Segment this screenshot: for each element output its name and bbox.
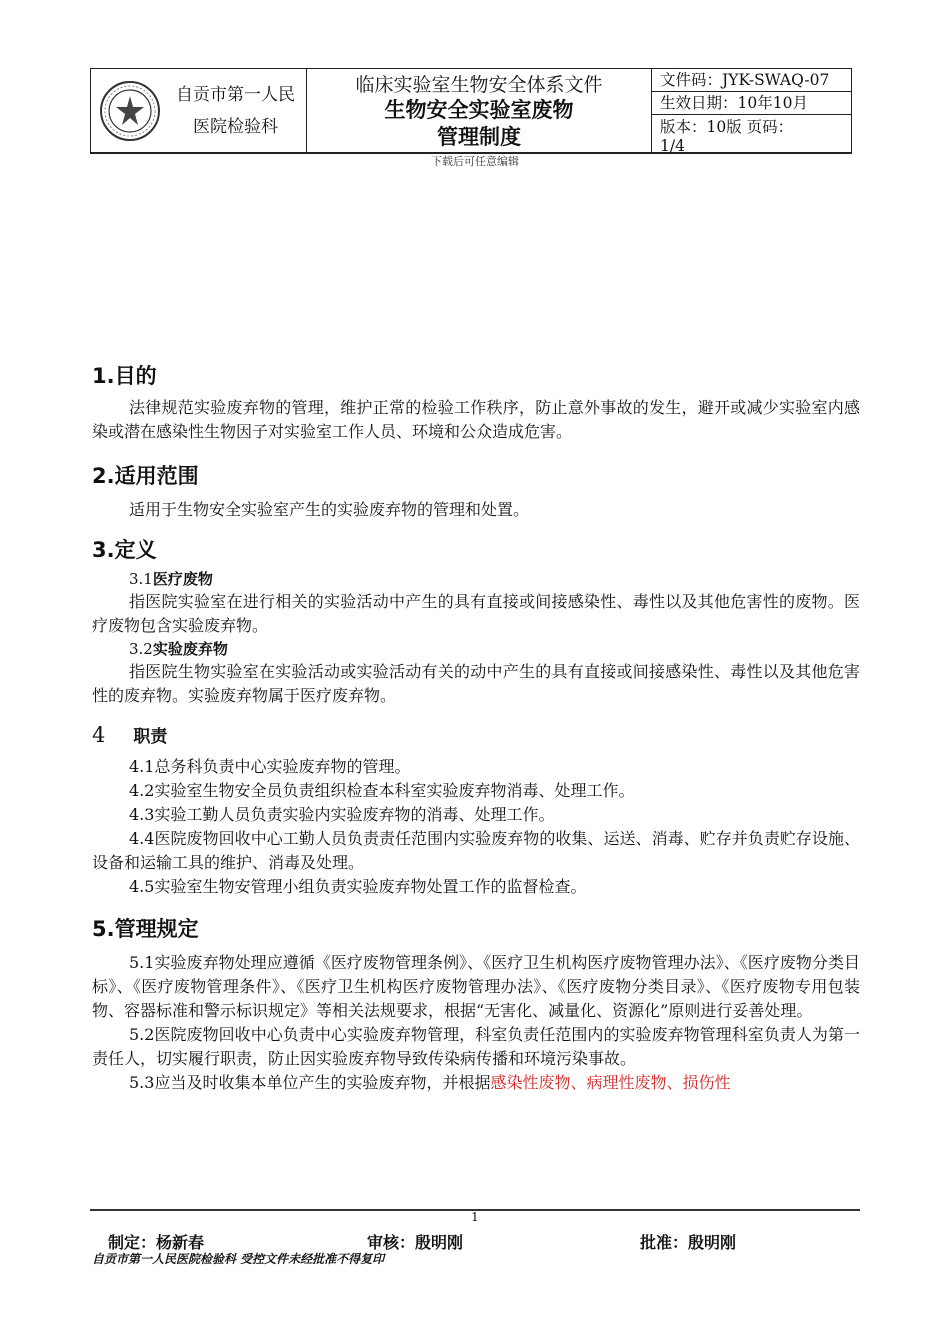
version-page: [652, 115, 851, 156]
section-5-3-text: [92, 1071, 860, 1095]
section-5-1-text: 5.1实验废弃物处理应遵循《医疗废物管理条例》、《医疗卫生机构医疗废物管理办法》、《医疗废物分类目标》、《医疗废物管理条件》、《医疗卫生机构医疗废物管理办法》、《医疗废物分类目录》、《医疗废物专用包装物、容器标准和警示标识规定》等相关法规要求，根据“无害化、减量化、资源化”原则进行妥善处理。: [92, 953, 860, 1020]
document-body: [92, 360, 860, 1095]
section-4-item: 4.2实验室生物安全员负责组织检查本科室实验废弃物消毒、处理工作。: [129, 781, 635, 800]
drafted-by: 制定：杨新春: [108, 1233, 205, 1252]
section-3-2-title: 实验废弃物: [152, 640, 228, 658]
version-page-line-1: 版本：10版 页码：: [660, 118, 794, 136]
section-3-1-number: 3.1: [129, 570, 153, 588]
section-2-text: 适用于生物安全实验室产生的实验废弃物的管理和处置。: [129, 500, 530, 519]
header-title-cell: [307, 69, 652, 152]
section-3-2-text: 指医院生物实验室在实验活动或实验活动有关的动中产生的具有直接或间接感染性、毒性以及其他危害性的废弃物。实验废弃物属于医疗废弃物。: [92, 662, 860, 705]
section-4-heading: [92, 722, 860, 747]
header-org-cell: [91, 69, 307, 152]
section-4-title: 职责: [133, 727, 168, 747]
org-line-1: 自贡市第一人民: [176, 84, 295, 105]
section-5-2-text: 5.2医院废物回收中心负责中心实验废弃物管理，科室负责任范围内的实验废弃物管理科室负责人为第一责任人，切实履行职责，防止因实验废弃物导致传染病传播和环境污染事故。: [92, 1025, 860, 1068]
section-3-2-heading: [92, 638, 860, 660]
section-5-3-highlight: 感染性废物、病理性废物、损伤性: [490, 1073, 731, 1092]
section-4-item: 4.3实验工勤人员负责实验内实验废弃物的消毒、处理工作。: [129, 805, 555, 824]
version-page-line-2: 1/4: [660, 137, 685, 155]
section-3-2-number: 3.2: [129, 640, 153, 658]
section-4-number: 4: [92, 722, 106, 747]
approved-by: 批准：殷明刚: [640, 1233, 737, 1252]
document-title-line-2: 管理制度: [437, 125, 521, 149]
file-code: 文件码：JYK-SWAQ-07: [652, 69, 851, 92]
organization-name: [165, 79, 306, 143]
header-meta-cell: [652, 69, 851, 155]
section-3-title: 3.定义: [92, 538, 157, 562]
section-4-item: 4.4医院废物回收中心工勤人员负责责任范围内实验废弃物的收集、运送、消毒、贮存并负责贮存设施、设备和运输工具的维护、消毒及处理。: [92, 829, 860, 872]
reviewed-by: 审核：殷明刚: [367, 1233, 464, 1252]
section-3-1-heading: [92, 568, 860, 590]
org-line-2: 医院检验科: [193, 116, 278, 137]
controlled-document-note: 自贡市第一人民医院检验科 受控文件未经批准不得复印: [92, 1252, 385, 1266]
section-5-title: 5.管理规定: [92, 917, 199, 941]
page-number: 1: [471, 1210, 479, 1224]
section-3-1-text: 指医院实验室在进行相关的实验活动中产生的具有直接或间接感染性、毒性以及其他危害性的废物。医疗废物包含实验废弃物。: [92, 592, 860, 635]
section-5-3-lead: 5.3应当及时收集本单位产生的实验废弃物，并根据: [129, 1073, 491, 1092]
section-1-title: 1.目的: [92, 364, 157, 388]
document-title-line-1: 生物安全实验室废物: [384, 98, 574, 122]
section-1-text: 法律规范实验废弃物的管理，维护正常的检验工作秩序，防止意外事故的发生，避开或减少实验室内感染或潜在感染性生物因子对实验室工作人员、环境和公众造成危害。: [92, 398, 860, 441]
section-4-item: 4.1总务科负责中心实验废弃物的管理。: [129, 757, 411, 776]
download-note: 下载后可任意编辑: [431, 155, 519, 168]
hospital-seal-icon: [99, 80, 161, 142]
effective-date: 生效日期：10年10月: [652, 92, 851, 115]
document-header: [90, 68, 852, 154]
section-4-item: 4.5实验室生物安管理小组负责实验废弃物处置工作的监督检查。: [129, 877, 587, 896]
section-2-title: 2.适用范围: [92, 464, 199, 488]
document-series: 临床实验室生物安全体系文件: [355, 74, 603, 96]
section-3-1-title: 医疗废物: [152, 570, 213, 588]
